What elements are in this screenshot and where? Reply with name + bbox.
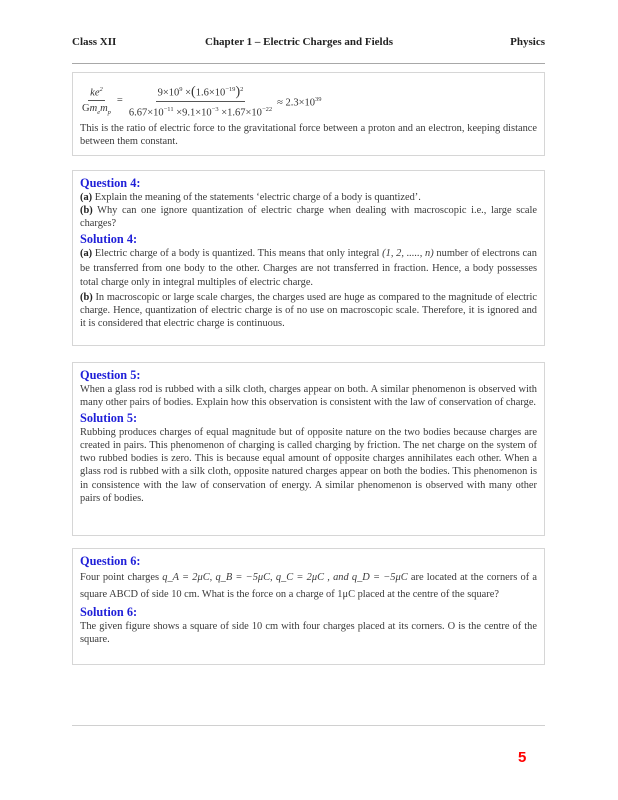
solution-5-text: Rubbing produces charges of equal magnitude but of opposite nature on the two bodies because charges are created in pairs. This phenomenon of charging is called charging by friction. The net charge on the system of two rubbed bodies is zero. This is because equal amount of opposite charges annihilates each other. When a glass rod is rubbed with a silk cloth, opposite natured charges appear on both the bodies. This phenomenon is in consistence with the law of conservation of energy. A similar phenomenon is observed with many other pairs of bodies. [80, 427, 537, 504]
rhs-fraction: $\frac{9\times 10^9 \times(1.6\times 10^{-19})^2}{6.67\times 10^{-11} \times 9.1\times 10^{-3} \times 1.67\times 10^{-22}}$ [128, 84, 273, 118]
question-5-title: Question 5: [80, 368, 141, 382]
header-class: Class XII [72, 36, 117, 48]
header-subject: Physics [510, 36, 545, 48]
question-5-box [72, 362, 545, 536]
question-6-box [72, 548, 545, 665]
question-4-title: Question 4: [80, 176, 141, 190]
solution-4-title: Solution 4: [80, 232, 138, 247]
solution-4-part-a: (a) Electric charge of a body is quantized. This means that only integral (1, 2, ....., n) number of electrons can be transferred from one body to the other. Charges are not transferred in fraction. Hence, a body possesses total charge only in integral multiples of electric charge. [80, 248, 537, 289]
page-header [72, 36, 545, 52]
header-divider [72, 63, 545, 64]
question-4-part-a: (a) Explain the meaning of the statements ‘electric charge of a body is quantized’. [80, 192, 421, 203]
test-charge: 1μC [337, 589, 355, 600]
solution-6-title: Solution 6: [80, 605, 138, 619]
question-5-text: When a glass rod is rubbed with a silk cloth, charges appear on both. A similar phenomenon is observed with many other pairs of bodies. Explain how this observation is consistent with the law of conservation of charge. [80, 384, 537, 409]
solution-4-part-b: (b) In macroscopic or large scale charges, the charges used are huge as compared to the magnitude of electric charge. Hence, quantization of electric charge is of no use on macroscopic scale. Therefore, it is ignored and it is considered that electric charge is continuous. [80, 291, 537, 329]
page-number: 5 [518, 749, 527, 766]
footer-divider [72, 725, 545, 726]
question-6-text: Four point charges q_A = 2μC, q_B = −5μC, q_C = 2μC , and q_D = −5μC are located at the corners of a square ABCD of side 10 cm. What is the force on a charge of 1μC placed at the centre of the square? [80, 572, 538, 600]
ratio-explanation: This is the ratio of electric force to the gravitational force between a proton and an electron, keeping distance between them constant. [80, 123, 537, 148]
header-chapter: Chapter 1 – Electric Charges and Fields [205, 36, 394, 48]
question-4-part-b: (b) Why can one ignore quantization of electric charge when dealing with macroscopic i.e., large scale charges? [80, 205, 537, 230]
solution-5-title: Solution 5: [80, 411, 138, 426]
integral-range: (1, 2, ....., n) [382, 248, 434, 260]
ratio-equation: $\frac{ke^2}{Gm_em_p}$ = $\frac{9\times 10^9 \times(1.6\times 10^{-19})^2}{6.67\times 10^{-11} \times 9.1\times 10^{-3} \times 1.67\times 10^{-22}}$ ≈ $2.3\times 10^{39}$ [82, 84, 322, 118]
question-4-box [72, 170, 545, 346]
question-6-title: Question 6: [80, 554, 141, 568]
lhs-fraction: $\frac{ke^2}{Gm_em_p}$ [80, 83, 113, 120]
solution-6-text: The given figure shows a square of side 10 cm with four charges placed at its corners. O is the centre of the square. [80, 621, 537, 646]
charge-values: q_A = 2μC, q_B = −5μC, q_C = 2μC , and q_D = −5μC [162, 572, 408, 583]
ratio-box [72, 72, 545, 156]
ratio-result: ≈ $2.3\times 10^{39}$ [277, 95, 322, 109]
